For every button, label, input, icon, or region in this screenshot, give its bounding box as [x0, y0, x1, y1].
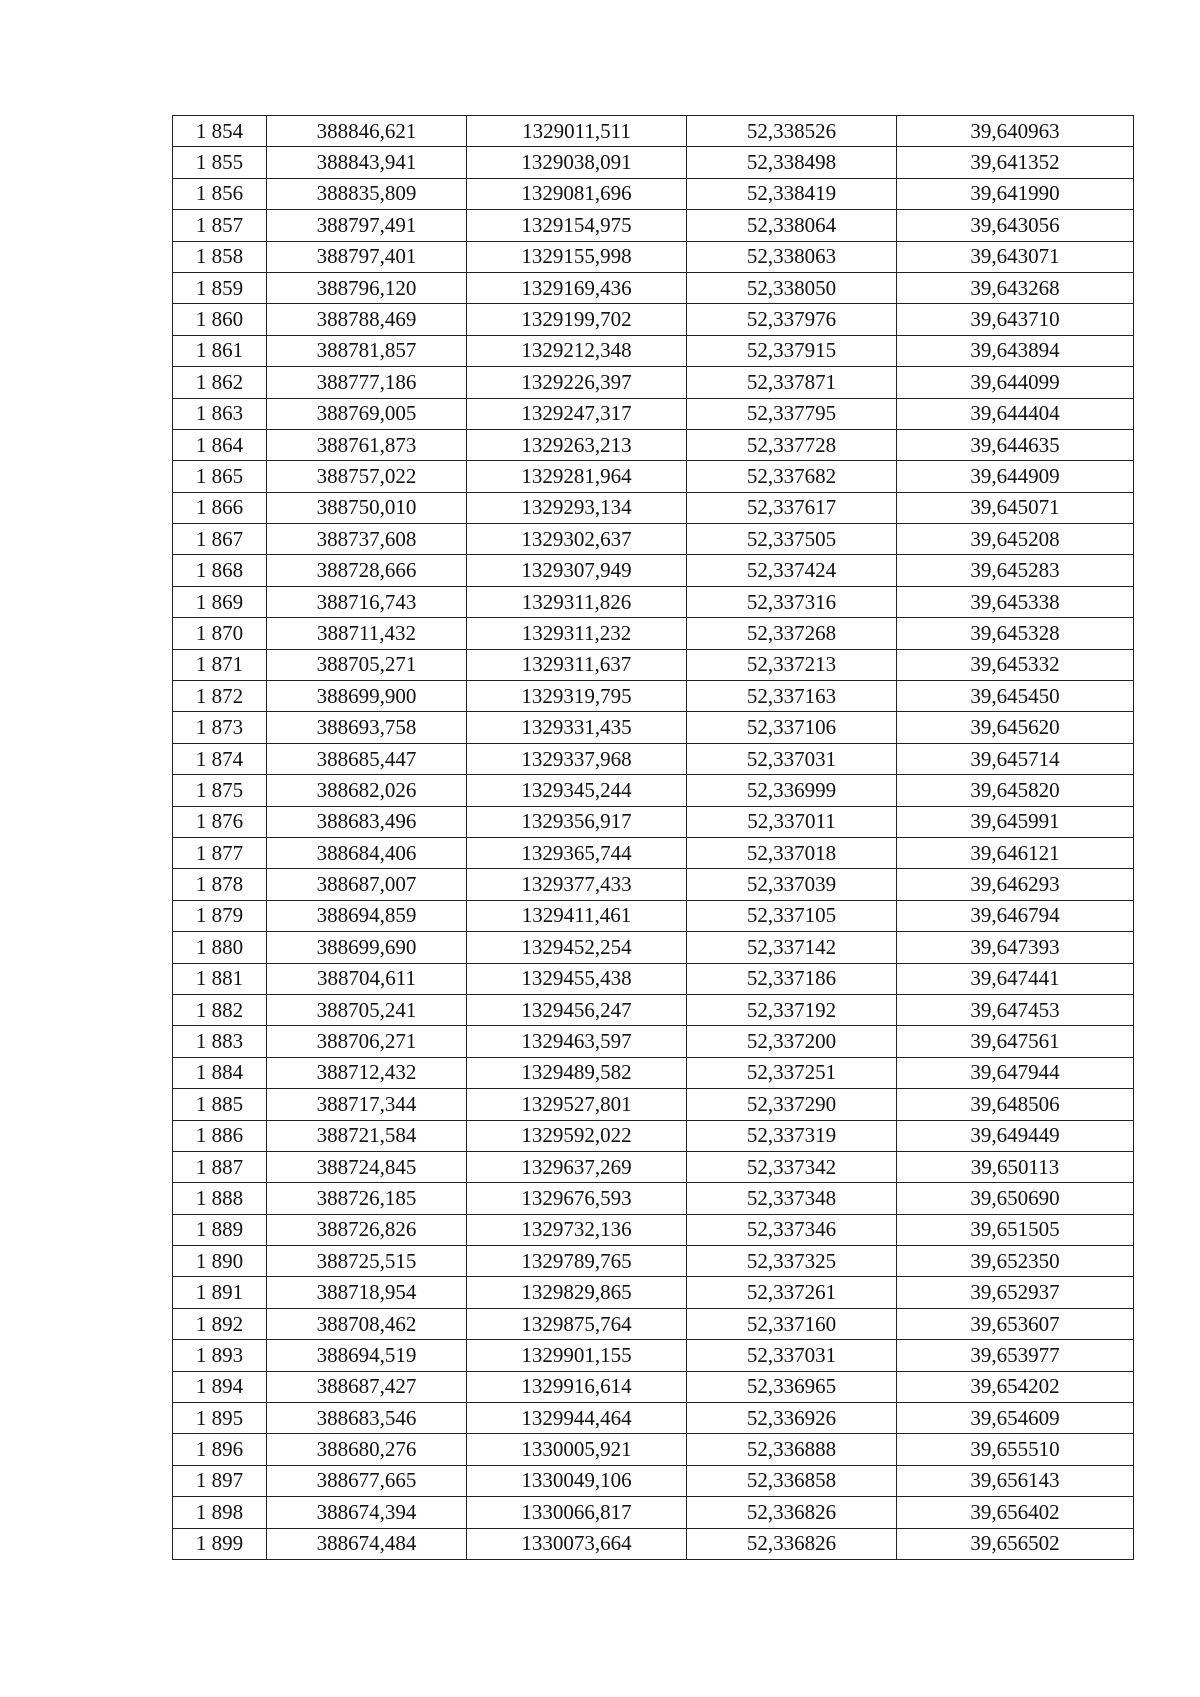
y-coordinate-cell: 1329829,865 — [467, 1277, 687, 1308]
x-coordinate-cell: 388726,185 — [267, 1183, 467, 1214]
y-coordinate-cell: 1329311,232 — [467, 618, 687, 649]
longitude-cell: 39,653607 — [897, 1308, 1134, 1339]
latitude-cell: 52,337018 — [687, 837, 897, 868]
table-row — [173, 461, 1134, 492]
latitude-cell: 52,338419 — [687, 178, 897, 209]
latitude-cell: 52,337200 — [687, 1026, 897, 1057]
x-coordinate-cell: 388680,276 — [267, 1434, 467, 1465]
point-number-cell: 1 881 — [173, 963, 267, 994]
x-coordinate-cell: 388674,484 — [267, 1528, 467, 1559]
x-coordinate-cell: 388684,406 — [267, 837, 467, 868]
longitude-cell: 39,643268 — [897, 272, 1134, 303]
x-coordinate-cell: 388777,186 — [267, 367, 467, 398]
longitude-cell: 39,654609 — [897, 1403, 1134, 1434]
latitude-cell: 52,337346 — [687, 1214, 897, 1245]
longitude-cell: 39,646121 — [897, 837, 1134, 868]
point-number-cell: 1 874 — [173, 743, 267, 774]
y-coordinate-cell: 1329944,464 — [467, 1403, 687, 1434]
latitude-cell: 52,337213 — [687, 649, 897, 680]
x-coordinate-cell: 388716,743 — [267, 586, 467, 617]
y-coordinate-cell: 1329456,247 — [467, 994, 687, 1025]
x-coordinate-cell: 388718,954 — [267, 1277, 467, 1308]
table-row — [173, 806, 1134, 837]
point-number-cell: 1 875 — [173, 775, 267, 806]
table-row — [173, 1371, 1134, 1402]
latitude-cell: 52,337106 — [687, 712, 897, 743]
table-row — [173, 429, 1134, 460]
table-row — [173, 837, 1134, 868]
y-coordinate-cell: 1329281,964 — [467, 461, 687, 492]
y-coordinate-cell: 1329365,744 — [467, 837, 687, 868]
x-coordinate-cell: 388705,271 — [267, 649, 467, 680]
y-coordinate-cell: 1329155,998 — [467, 241, 687, 272]
point-number-cell: 1 865 — [173, 461, 267, 492]
y-coordinate-cell: 1329527,801 — [467, 1089, 687, 1120]
table-row — [173, 1089, 1134, 1120]
y-coordinate-cell: 1329199,702 — [467, 304, 687, 335]
longitude-cell: 39,656143 — [897, 1465, 1134, 1496]
y-coordinate-cell: 1329081,696 — [467, 178, 687, 209]
longitude-cell: 39,646794 — [897, 900, 1134, 931]
point-number-cell: 1 872 — [173, 681, 267, 712]
longitude-cell: 39,645338 — [897, 586, 1134, 617]
point-number-cell: 1 880 — [173, 932, 267, 963]
x-coordinate-cell: 388694,859 — [267, 900, 467, 931]
latitude-cell: 52,337031 — [687, 743, 897, 774]
point-number-cell: 1 887 — [173, 1151, 267, 1182]
table-row — [173, 524, 1134, 555]
table-row — [173, 1246, 1134, 1277]
point-number-cell: 1 894 — [173, 1371, 267, 1402]
point-number-cell: 1 858 — [173, 241, 267, 272]
x-coordinate-cell: 388726,826 — [267, 1214, 467, 1245]
latitude-cell: 52,338526 — [687, 116, 897, 147]
point-number-cell: 1 893 — [173, 1340, 267, 1371]
y-coordinate-cell: 1329455,438 — [467, 963, 687, 994]
x-coordinate-cell: 388728,666 — [267, 555, 467, 586]
x-coordinate-cell: 388712,432 — [267, 1057, 467, 1088]
table-row — [173, 1403, 1134, 1434]
y-coordinate-cell: 1329345,244 — [467, 775, 687, 806]
table-row — [173, 1340, 1134, 1371]
table-row — [173, 1465, 1134, 1496]
table-row — [173, 272, 1134, 303]
point-number-cell: 1 885 — [173, 1089, 267, 1120]
x-coordinate-cell: 388721,584 — [267, 1120, 467, 1151]
y-coordinate-cell: 1329212,348 — [467, 335, 687, 366]
longitude-cell: 39,645071 — [897, 492, 1134, 523]
table-row — [173, 994, 1134, 1025]
latitude-cell: 52,337505 — [687, 524, 897, 555]
latitude-cell: 52,337728 — [687, 429, 897, 460]
longitude-cell: 39,645820 — [897, 775, 1134, 806]
x-coordinate-cell: 388682,026 — [267, 775, 467, 806]
longitude-cell: 39,649449 — [897, 1120, 1134, 1151]
longitude-cell: 39,644099 — [897, 367, 1134, 398]
y-coordinate-cell: 1329154,975 — [467, 210, 687, 241]
latitude-cell: 52,336826 — [687, 1528, 897, 1559]
point-number-cell: 1 869 — [173, 586, 267, 617]
y-coordinate-cell: 1329337,968 — [467, 743, 687, 774]
x-coordinate-cell: 388750,010 — [267, 492, 467, 523]
point-number-cell: 1 884 — [173, 1057, 267, 1088]
point-number-cell: 1 860 — [173, 304, 267, 335]
latitude-cell: 52,337871 — [687, 367, 897, 398]
longitude-cell: 39,645208 — [897, 524, 1134, 555]
longitude-cell: 39,654202 — [897, 1371, 1134, 1402]
point-number-cell: 1 890 — [173, 1246, 267, 1277]
latitude-cell: 52,338063 — [687, 241, 897, 272]
longitude-cell: 39,653977 — [897, 1340, 1134, 1371]
latitude-cell: 52,336888 — [687, 1434, 897, 1465]
point-number-cell: 1 863 — [173, 398, 267, 429]
latitude-cell: 52,337192 — [687, 994, 897, 1025]
point-number-cell: 1 859 — [173, 272, 267, 303]
y-coordinate-cell: 1329302,637 — [467, 524, 687, 555]
longitude-cell: 39,647393 — [897, 932, 1134, 963]
table-row — [173, 963, 1134, 994]
coordinates-table — [172, 115, 1134, 1560]
table-row — [173, 555, 1134, 586]
x-coordinate-cell: 388705,241 — [267, 994, 467, 1025]
x-coordinate-cell: 388796,120 — [267, 272, 467, 303]
table-row — [173, 586, 1134, 617]
latitude-cell: 52,337976 — [687, 304, 897, 335]
point-number-cell: 1 879 — [173, 900, 267, 931]
latitude-cell: 52,336965 — [687, 1371, 897, 1402]
latitude-cell: 52,336858 — [687, 1465, 897, 1496]
y-coordinate-cell: 1329676,593 — [467, 1183, 687, 1214]
longitude-cell: 39,644404 — [897, 398, 1134, 429]
x-coordinate-cell: 388683,546 — [267, 1403, 467, 1434]
x-coordinate-cell: 388788,469 — [267, 304, 467, 335]
point-number-cell: 1 877 — [173, 837, 267, 868]
longitude-cell: 39,656502 — [897, 1528, 1134, 1559]
table-row — [173, 1214, 1134, 1245]
y-coordinate-cell: 1329875,764 — [467, 1308, 687, 1339]
x-coordinate-cell: 388725,515 — [267, 1246, 467, 1277]
x-coordinate-cell: 388694,519 — [267, 1340, 467, 1371]
longitude-cell: 39,656402 — [897, 1497, 1134, 1528]
table-row — [173, 712, 1134, 743]
table-row — [173, 932, 1134, 963]
longitude-cell: 39,646293 — [897, 869, 1134, 900]
latitude-cell: 52,336926 — [687, 1403, 897, 1434]
x-coordinate-cell: 388724,845 — [267, 1151, 467, 1182]
latitude-cell: 52,337424 — [687, 555, 897, 586]
x-coordinate-cell: 388699,690 — [267, 932, 467, 963]
table-row — [173, 1528, 1134, 1559]
table-row — [173, 618, 1134, 649]
table-row — [173, 1277, 1134, 1308]
latitude-cell: 52,337186 — [687, 963, 897, 994]
latitude-cell: 52,337617 — [687, 492, 897, 523]
latitude-cell: 52,337348 — [687, 1183, 897, 1214]
table-row — [173, 1308, 1134, 1339]
table-row — [173, 367, 1134, 398]
longitude-cell: 39,655510 — [897, 1434, 1134, 1465]
point-number-cell: 1 867 — [173, 524, 267, 555]
latitude-cell: 52,337105 — [687, 900, 897, 931]
y-coordinate-cell: 1329901,155 — [467, 1340, 687, 1371]
x-coordinate-cell: 388737,608 — [267, 524, 467, 555]
coordinates-table-body — [173, 116, 1134, 1560]
x-coordinate-cell: 388685,447 — [267, 743, 467, 774]
y-coordinate-cell: 1330049,106 — [467, 1465, 687, 1496]
longitude-cell: 39,651505 — [897, 1214, 1134, 1245]
longitude-cell: 39,644635 — [897, 429, 1134, 460]
longitude-cell: 39,643710 — [897, 304, 1134, 335]
y-coordinate-cell: 1329263,213 — [467, 429, 687, 460]
table-row — [173, 1057, 1134, 1088]
point-number-cell: 1 878 — [173, 869, 267, 900]
y-coordinate-cell: 1329226,397 — [467, 367, 687, 398]
latitude-cell: 52,337268 — [687, 618, 897, 649]
y-coordinate-cell: 1329463,597 — [467, 1026, 687, 1057]
point-number-cell: 1 892 — [173, 1308, 267, 1339]
x-coordinate-cell: 388717,344 — [267, 1089, 467, 1120]
y-coordinate-cell: 1329452,254 — [467, 932, 687, 963]
latitude-cell: 52,337290 — [687, 1089, 897, 1120]
longitude-cell: 39,652937 — [897, 1277, 1134, 1308]
longitude-cell: 39,643071 — [897, 241, 1134, 272]
table-row — [173, 492, 1134, 523]
y-coordinate-cell: 1329311,637 — [467, 649, 687, 680]
y-coordinate-cell: 1329011,511 — [467, 116, 687, 147]
longitude-cell: 39,648506 — [897, 1089, 1134, 1120]
table-row — [173, 775, 1134, 806]
longitude-cell: 39,645620 — [897, 712, 1134, 743]
longitude-cell: 39,643894 — [897, 335, 1134, 366]
longitude-cell: 39,645332 — [897, 649, 1134, 680]
longitude-cell: 39,650690 — [897, 1183, 1134, 1214]
latitude-cell: 52,336826 — [687, 1497, 897, 1528]
table-row — [173, 1497, 1134, 1528]
point-number-cell: 1 898 — [173, 1497, 267, 1528]
point-number-cell: 1 857 — [173, 210, 267, 241]
y-coordinate-cell: 1329356,917 — [467, 806, 687, 837]
x-coordinate-cell: 388846,621 — [267, 116, 467, 147]
y-coordinate-cell: 1329789,765 — [467, 1246, 687, 1277]
y-coordinate-cell: 1330073,664 — [467, 1528, 687, 1559]
point-number-cell: 1 870 — [173, 618, 267, 649]
point-number-cell: 1 876 — [173, 806, 267, 837]
point-number-cell: 1 882 — [173, 994, 267, 1025]
y-coordinate-cell: 1329916,614 — [467, 1371, 687, 1402]
x-coordinate-cell: 388693,758 — [267, 712, 467, 743]
table-row — [173, 1026, 1134, 1057]
y-coordinate-cell: 1329331,435 — [467, 712, 687, 743]
point-number-cell: 1 889 — [173, 1214, 267, 1245]
longitude-cell: 39,647441 — [897, 963, 1134, 994]
latitude-cell: 52,337342 — [687, 1151, 897, 1182]
point-number-cell: 1 886 — [173, 1120, 267, 1151]
latitude-cell: 52,337316 — [687, 586, 897, 617]
table-row — [173, 649, 1134, 680]
x-coordinate-cell: 388683,496 — [267, 806, 467, 837]
longitude-cell: 39,645450 — [897, 681, 1134, 712]
longitude-cell: 39,640963 — [897, 116, 1134, 147]
x-coordinate-cell: 388797,491 — [267, 210, 467, 241]
latitude-cell: 52,338050 — [687, 272, 897, 303]
longitude-cell: 39,647453 — [897, 994, 1134, 1025]
latitude-cell: 52,337319 — [687, 1120, 897, 1151]
point-number-cell: 1 871 — [173, 649, 267, 680]
y-coordinate-cell: 1329307,949 — [467, 555, 687, 586]
longitude-cell: 39,645991 — [897, 806, 1134, 837]
table-row — [173, 869, 1134, 900]
latitude-cell: 52,337795 — [687, 398, 897, 429]
point-number-cell: 1 862 — [173, 367, 267, 398]
point-number-cell: 1 899 — [173, 1528, 267, 1559]
latitude-cell: 52,337142 — [687, 932, 897, 963]
y-coordinate-cell: 1329247,317 — [467, 398, 687, 429]
table-row — [173, 178, 1134, 209]
y-coordinate-cell: 1329377,433 — [467, 869, 687, 900]
y-coordinate-cell: 1329732,136 — [467, 1214, 687, 1245]
latitude-cell: 52,337163 — [687, 681, 897, 712]
longitude-cell: 39,650113 — [897, 1151, 1134, 1182]
point-number-cell: 1 861 — [173, 335, 267, 366]
y-coordinate-cell: 1329311,826 — [467, 586, 687, 617]
longitude-cell: 39,647561 — [897, 1026, 1134, 1057]
x-coordinate-cell: 388769,005 — [267, 398, 467, 429]
x-coordinate-cell: 388677,665 — [267, 1465, 467, 1496]
latitude-cell: 52,337682 — [687, 461, 897, 492]
table-row — [173, 1120, 1134, 1151]
latitude-cell: 52,337160 — [687, 1308, 897, 1339]
y-coordinate-cell: 1329038,091 — [467, 147, 687, 178]
latitude-cell: 52,338064 — [687, 210, 897, 241]
x-coordinate-cell: 388797,401 — [267, 241, 467, 272]
table-row — [173, 1434, 1134, 1465]
latitude-cell: 52,337011 — [687, 806, 897, 837]
latitude-cell: 52,337031 — [687, 1340, 897, 1371]
latitude-cell: 52,337251 — [687, 1057, 897, 1088]
point-number-cell: 1 895 — [173, 1403, 267, 1434]
y-coordinate-cell: 1329411,461 — [467, 900, 687, 931]
point-number-cell: 1 856 — [173, 178, 267, 209]
y-coordinate-cell: 1329489,582 — [467, 1057, 687, 1088]
point-number-cell: 1 866 — [173, 492, 267, 523]
x-coordinate-cell: 388835,809 — [267, 178, 467, 209]
x-coordinate-cell: 388711,432 — [267, 618, 467, 649]
table-row — [173, 681, 1134, 712]
table-row — [173, 900, 1134, 931]
latitude-cell: 52,337039 — [687, 869, 897, 900]
point-number-cell: 1 855 — [173, 147, 267, 178]
longitude-cell: 39,647944 — [897, 1057, 1134, 1088]
longitude-cell: 39,644909 — [897, 461, 1134, 492]
x-coordinate-cell: 388708,462 — [267, 1308, 467, 1339]
x-coordinate-cell: 388761,873 — [267, 429, 467, 460]
latitude-cell: 52,338498 — [687, 147, 897, 178]
latitude-cell: 52,337915 — [687, 335, 897, 366]
latitude-cell: 52,337325 — [687, 1246, 897, 1277]
longitude-cell: 39,643056 — [897, 210, 1134, 241]
x-coordinate-cell: 388706,271 — [267, 1026, 467, 1057]
longitude-cell: 39,645283 — [897, 555, 1134, 586]
x-coordinate-cell: 388687,427 — [267, 1371, 467, 1402]
y-coordinate-cell: 1330066,817 — [467, 1497, 687, 1528]
y-coordinate-cell: 1329319,795 — [467, 681, 687, 712]
x-coordinate-cell: 388699,900 — [267, 681, 467, 712]
longitude-cell: 39,641990 — [897, 178, 1134, 209]
table-row — [173, 1151, 1134, 1182]
longitude-cell: 39,641352 — [897, 147, 1134, 178]
y-coordinate-cell: 1329293,134 — [467, 492, 687, 523]
x-coordinate-cell: 388687,007 — [267, 869, 467, 900]
latitude-cell: 52,337261 — [687, 1277, 897, 1308]
longitude-cell: 39,645714 — [897, 743, 1134, 774]
y-coordinate-cell: 1329169,436 — [467, 272, 687, 303]
point-number-cell: 1 873 — [173, 712, 267, 743]
point-number-cell: 1 864 — [173, 429, 267, 460]
table-row — [173, 147, 1134, 178]
point-number-cell: 1 896 — [173, 1434, 267, 1465]
table-row — [173, 398, 1134, 429]
table-row — [173, 335, 1134, 366]
longitude-cell: 39,652350 — [897, 1246, 1134, 1277]
point-number-cell: 1 891 — [173, 1277, 267, 1308]
y-coordinate-cell: 1330005,921 — [467, 1434, 687, 1465]
x-coordinate-cell: 388674,394 — [267, 1497, 467, 1528]
table-row — [173, 743, 1134, 774]
table-row — [173, 210, 1134, 241]
x-coordinate-cell: 388704,611 — [267, 963, 467, 994]
x-coordinate-cell: 388843,941 — [267, 147, 467, 178]
latitude-cell: 52,336999 — [687, 775, 897, 806]
x-coordinate-cell: 388781,857 — [267, 335, 467, 366]
point-number-cell: 1 888 — [173, 1183, 267, 1214]
table-row — [173, 304, 1134, 335]
point-number-cell: 1 883 — [173, 1026, 267, 1057]
table-row — [173, 241, 1134, 272]
y-coordinate-cell: 1329637,269 — [467, 1151, 687, 1182]
longitude-cell: 39,645328 — [897, 618, 1134, 649]
table-row — [173, 1183, 1134, 1214]
point-number-cell: 1 897 — [173, 1465, 267, 1496]
x-coordinate-cell: 388757,022 — [267, 461, 467, 492]
point-number-cell: 1 854 — [173, 116, 267, 147]
point-number-cell: 1 868 — [173, 555, 267, 586]
y-coordinate-cell: 1329592,022 — [467, 1120, 687, 1151]
table-row — [173, 116, 1134, 147]
